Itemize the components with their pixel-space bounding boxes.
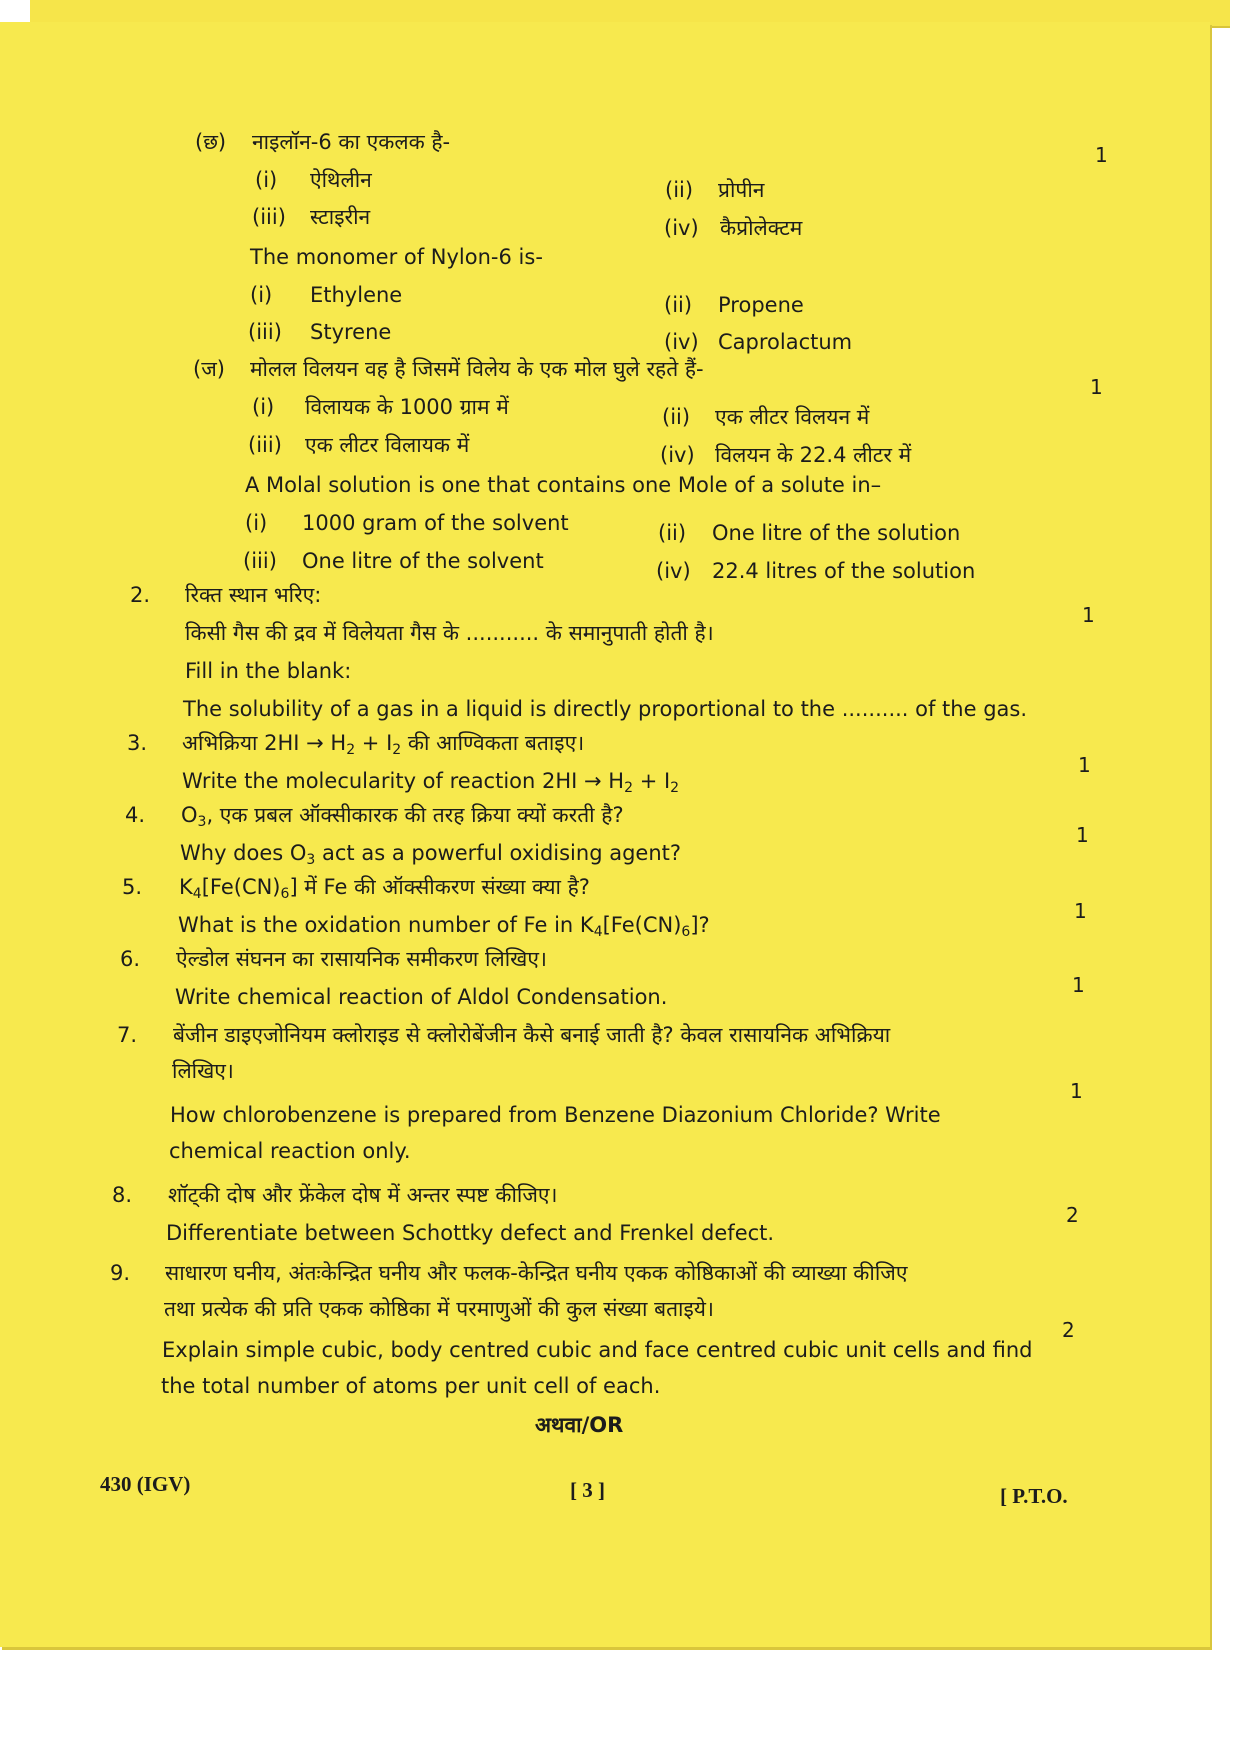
or-label: अथवा/OR xyxy=(535,1413,624,1437)
option-text: विलायक के 1000 ग्राम में xyxy=(305,395,509,419)
q1-ja-english-question: A Molal solution is one that contains one Mole of a solute in– xyxy=(245,473,882,497)
option-text: कैप्रोलेक्टम xyxy=(720,216,803,240)
q8-marks: 2 xyxy=(1066,1203,1079,1227)
option-number: (ii) xyxy=(665,178,694,202)
q4-english-text: Why does $O_3$ act as a powerful oxidising agent? xyxy=(180,841,682,868)
q7-hindi-line-1: बेंजीन डाइएजोनियम क्लोराइड से क्लोरोबेंजीन कैसे बनाई जाती है? केवल रासायनिक अभिक्रिया xyxy=(173,1023,891,1047)
option-number: (i) xyxy=(255,168,278,192)
option-text: Caprolactum xyxy=(718,330,853,354)
option-text: Ethylene xyxy=(310,283,403,307)
q6-english-text: Write chemical reaction of Aldol Condensation. xyxy=(175,985,668,1009)
question-number: 8. xyxy=(112,1183,133,1207)
question-number: 2. xyxy=(130,583,151,607)
option-number: (ii) xyxy=(664,293,693,317)
q6-marks: 1 xyxy=(1072,973,1085,997)
q2-english-text: The solubility of a gas in a liquid is directly proportional to the .......... of the gas. xyxy=(183,697,1028,721)
option-text: One litre of the solvent xyxy=(302,549,544,573)
option-number: (iv) xyxy=(664,330,699,354)
q2-marks: 1 xyxy=(1082,603,1095,627)
q2-english-heading: Fill in the blank: xyxy=(185,659,352,683)
option-number: (iii) xyxy=(248,433,282,457)
option-text: 22.4 litres of the solution xyxy=(712,559,976,583)
page-number: [ 3 ] xyxy=(570,1478,605,1502)
q2-hindi-text: किसी गैस की द्रव में विलेयता गैस के ........... के समानुपाती होती है। xyxy=(185,621,714,645)
q1-ja-hindi-question: मोलल विलयन वह है जिसमें विलेय के एक मोल घुले रहते हैं- xyxy=(250,357,704,381)
q8-english-text: Differentiate between Schottky defect and Frenkel defect. xyxy=(166,1221,775,1245)
q2-hindi-heading: रिक्त स्थान भरिए: xyxy=(185,583,322,607)
option-text: One litre of the solution xyxy=(712,521,961,545)
question-number: 9. xyxy=(110,1261,131,1285)
paper-code: 430 (IGV) xyxy=(100,1472,191,1496)
q1-ja-label: (ज) xyxy=(193,357,225,381)
q4-hindi-text: $O_3$, एक प्रबल ऑक्सीकारक की तरह क्रिया क्यों करती है? xyxy=(181,803,624,830)
q1-cha-english-question: The monomer of Nylon-6 is- xyxy=(250,245,543,269)
option-number: (i) xyxy=(250,283,273,307)
option-number: (ii) xyxy=(662,405,691,429)
q9-english-line-1: Explain simple cubic, body centred cubic and face centred cubic unit cells and find xyxy=(162,1338,1033,1362)
q1-cha-label: (छ) xyxy=(195,130,227,154)
q9-marks: 2 xyxy=(1062,1318,1075,1342)
question-number: 4. xyxy=(125,803,146,827)
question-number: 5. xyxy=(122,875,143,899)
option-text: 1000 gram of the solvent xyxy=(302,511,569,535)
option-number: (ii) xyxy=(658,521,687,545)
exam-page xyxy=(0,22,1210,1647)
option-text: एक लीटर विलयन में xyxy=(715,405,870,429)
q7-hindi-line-2: लिखिए। xyxy=(172,1059,234,1083)
q3-english-text: Write the molecularity of reaction $2HI \to H_2 + I_2$ xyxy=(182,769,680,796)
option-text: Propene xyxy=(718,293,804,317)
question-number: 3. xyxy=(127,731,148,755)
option-text: स्टाइरीन xyxy=(310,205,371,229)
q5-marks: 1 xyxy=(1074,899,1087,923)
option-number: (iii) xyxy=(252,205,286,229)
option-number: (i) xyxy=(252,395,275,419)
q5-hindi-text: $K_4[Fe(CN)_6]$ में Fe की ऑक्सीकरण संख्या क्या है? xyxy=(179,875,590,902)
q3-hindi-text: अभिक्रिया $2HI \to H_2 + I_2$ की आण्विकता बताइए। xyxy=(182,731,585,758)
q3-marks: 1 xyxy=(1078,753,1091,777)
option-text: Styrene xyxy=(310,320,392,344)
question-number: 6. xyxy=(120,947,141,971)
q6-hindi-text: ऐल्डोल संघनन का रासायनिक समीकरण लिखिए। xyxy=(176,947,547,971)
option-text: विलयन के 22.4 लीटर में xyxy=(715,443,912,467)
pto-label: [ P.T.O. xyxy=(1000,1484,1068,1508)
option-number: (i) xyxy=(245,511,268,535)
option-number: (iv) xyxy=(660,443,695,467)
option-number: (iii) xyxy=(248,320,282,344)
option-number: (iv) xyxy=(656,559,691,583)
question-number: 7. xyxy=(117,1023,138,1047)
q4-marks: 1 xyxy=(1076,823,1089,847)
q9-english-line-2: the total number of atoms per unit cell of each. xyxy=(161,1374,661,1398)
option-text: ऐथिलीन xyxy=(310,168,372,192)
q9-hindi-line-1: साधारण घनीय, अंतःकेन्द्रित घनीय और फलक-केन्द्रित घनीय एकक कोष्ठिकाओं की व्याख्या कीजिए xyxy=(165,1261,908,1285)
q8-hindi-text: शॉट्की दोष और फ्रेंकेल दोष में अन्तर स्पष्ट कीजिए। xyxy=(168,1183,558,1207)
q1-ja-marks: 1 xyxy=(1090,375,1103,399)
option-number: (iv) xyxy=(664,216,699,240)
q5-english-text: What is the oxidation number of Fe in $K_4[Fe(CN)_6]$? xyxy=(178,913,710,940)
q7-english-line-2: chemical reaction only. xyxy=(169,1139,411,1163)
q1-cha-hindi-question: नाइलॉन-6 का एकलक है- xyxy=(252,130,451,154)
option-text: प्रोपीन xyxy=(718,178,765,202)
q9-hindi-line-2: तथा प्रत्येक की प्रति एकक कोष्ठिका में परमाणुओं की कुल संख्या बताइये। xyxy=(164,1297,714,1321)
q7-marks: 1 xyxy=(1070,1079,1083,1103)
q1-cha-marks: 1 xyxy=(1095,143,1108,167)
q7-english-line-1: How chlorobenzene is prepared from Benzene Diazonium Chloride? Write xyxy=(170,1103,941,1127)
option-number: (iii) xyxy=(243,549,277,573)
option-text: एक लीटर विलायक में xyxy=(305,433,470,457)
